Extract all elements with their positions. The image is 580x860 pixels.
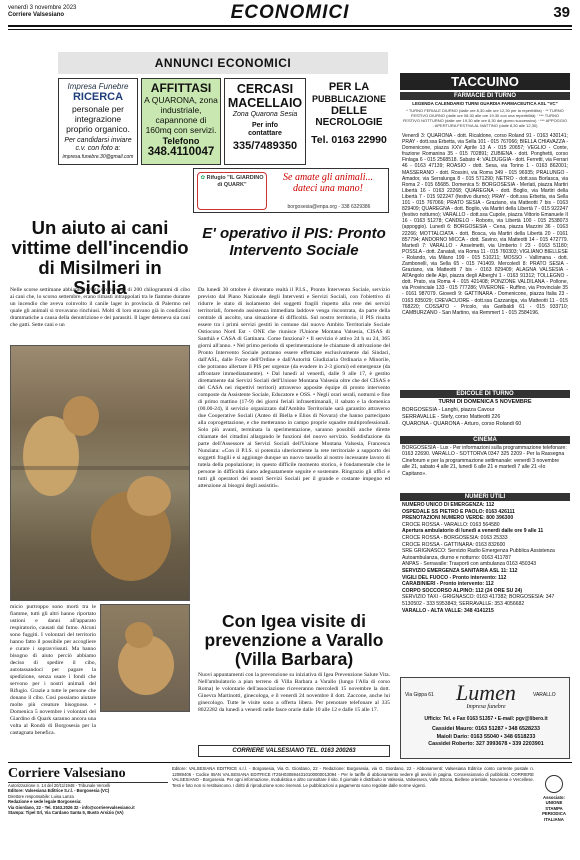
edicole-sub: TURNI DI DOMENICA 5 NOVEMBRE	[438, 399, 532, 405]
lumen-addr: Via Gippa 61	[405, 692, 434, 698]
numero-4: CROCE ROSSA - VARALLO: 0163 564580	[402, 521, 500, 528]
ad1-title: RICERCA	[72, 91, 124, 103]
photo-dog-small	[101, 605, 190, 712]
ad2-text: A QUARONA, zona industriale, capannone di 160mq con servizi.	[144, 95, 218, 135]
ad-cercasi-macellaio	[224, 78, 306, 165]
ad1-text: personale per integrazione proprio organico.	[66, 104, 130, 134]
annunci-title: ANNUNCI ECONOMICI	[58, 52, 388, 74]
article2-body: Da lunedì 30 ottobre è diventato realtà il P.I.S., Pronto Intervento Sociale, servizio previsto dal Piano Nazionale degli Interventi e Servizi Sociali, con l'obiettivo di ridurre le stato di isolamento dei soggetti fragili rispetto alla rete dei servizi territoriali, fornendo assistenza immediata laddove venga riscontrata, da parte della centrale di ascolto, una situazione di difficoltà. Sul nostro territorio, il PIS risulta essere tra i primi servizi gestiti in comune dal nuovo Ambito Territoriale Sociale Ostiocono Nord Est - ONE che riunisce l'Unione Montana Valsesia, CISAS di Santhià e CASA di Gattinara. Come funziona? • Il servizio è attivo 24 h su 24, 365 giorni all'anno. • Nel primo periodo di sperimentazione le chiamate di attivazione del Pronto Intervento Sociale potranno essere effettuate esclusivamente dai Sindaci, dall'ASL, dalle Forze dell'Ordine e dall'Autorità Giudiziaria Ordinaria e Minorile, che potranno allertare il PIS per urgenze (da evadere in 2-3 giorni) ed emergenze (da affrontare immediatamente). • Dal lunedì al venerdì, dalle 9 alle 17, è gestito direttamente dai Servizi Sociali dell'Unione Montana Valsesia oltre che del CISAS e del CASA nei rispettivi territori) attraverso apposite équipe di pronto intervento composte da Assistente Sociale, Educatore e OSS. • Negli orari serali, notturni e fine di primo mattino (17-9) dei giorni feriali infrasettimanali, il sabato e la domenica (00.00-24), il servizio organizzato dall'Ambito Territoriale sarà garantito attraverso due Cooperative Sociali (Anteo di Biella e Elios di Novara) che hanno partecipato alla coprogettazione, e che metteranno in campo proprie squadre multiprofessionali. Solo più avanti, terminata la sperimentazione, saranno possibili anche dirette chiamate dei cittadini allargando le funzioni del nuovo servizio. Soddisfazione da parte dell'Assessore ai Servizi Sociali dell'Unione Montana Valsesia, Francesca Nunziata: «Con il P.I.S. si potenzia ulteriormente la rete territoriale a supporto dei soggetti fragili e si aggiunge dunque un nuovo tassello al nostro incessante lavoro di tutela della popolazione; in questo difficile momento storico, è fondamentale che le persone in difficoltà siano adeguatamente seguite e sostenute. Ringrazio gli uffici e tutti gli operatori dei nostri Servizi Sociali per il grande e costante impegno ed attenzione ai bisogni degli assistiti».	[198, 287, 390, 489]
header-date-block	[8, 5, 128, 19]
edicola-2: SERRAVALLE - Stefy, corso Matteotti 226	[402, 414, 501, 420]
numero-5: Apertura ambulatorio di lunedì a venerdì dalle ore 9 alle 11	[402, 528, 544, 535]
footer-stampa: Stampa: Tipel Srl, Via Cardano Santa 5, Busto Arsizio (VA)	[8, 810, 124, 816]
ad-necrologie	[309, 78, 389, 165]
quark-slogan: Se amate gli animali... dateci una mano!	[283, 172, 373, 194]
paper-name: Corriere Valsesiano	[8, 12, 65, 18]
quark-logo	[197, 172, 267, 210]
header-rule	[8, 25, 572, 27]
numero-15: VARALLO - ALTA VALLE: 348 4141215	[402, 607, 494, 614]
ad4-line-1: PER LA	[328, 81, 370, 93]
footer-director: Direttore responsabile: Luisa Lanza	[8, 793, 74, 799]
ad4-line-3: DELLE	[330, 105, 368, 117]
farmacie-legend-title: LEGENDA CALENDARIO TURNI GUARDIA FARMACEUTICA ASL "VC"	[412, 101, 558, 106]
article1-body-2: micio purtroppo sono morti tra le fiamme, tutti gli altri hanno riportato ustioni e danni all'apparato respiratorio, causati dal fumo. Alcuni sono fuggiti. I volontari del territorio hanno fatto il possibile per accogliere e curare i sopravvissuti. Ma hanno bisogno di aiuto perciò abbiamo deciso di spedire il cibo, autotassandoci per pagare la spedizione, senza usare i fondi che servono per i nostri animali del Rifugio. Grazie a tutte le persone che donano il cibo. Così possiamo aiutare molte più creature bisognose. • Domenica 5 novembre i volontari del Giardino di Quark saranno ancora una volta al Rondò di Borgosesia per la castagnata benefica.	[10, 604, 96, 736]
numero-14: SERVIZIO TAXI - GRIGNASCO: 0163 417382; BORGOSESIA: 347 5130502 - 333 5953843; SERRAVALLE: 353 4056682	[402, 594, 555, 607]
numero-3: PRENOTAZIONI NUMERO VERDE: 800 396300	[402, 515, 514, 522]
ad-giardino-quark	[193, 168, 389, 213]
farmacie-list: Venerdì 3: QUARONA - dott. Ricaldone, corso Roland 91 - 0163 430141; PRAY - dott.ssa Erbetta, via Sella 101 - 015 767066; BIELLA CHIAVAZZA - Domenicone, piazza XXV Aprile 13 A - 015 20657; VEGLIO - Conte, frazione Romanina 35 - 015 702891; ZUBIENA - dott. Ponghetti, corso Finlaga 6 - 015 2568518. Sabato 4: VALDUGGIA - dott. Ferretti, via Ferrari 46 - 0163 47139; ROASIO - dott. Sesa, via Torino 1 - 0163 862001; MASSERANO - dott. Rossini, via Roma 349 - 015 96935; PRALUNGO - Amador, via Serralunga 8 - 015 571290; NETRO - dott.ssa Borlasca, via Roma 2 - 015 65685. Domenica 5: BORGOSESIA - Merlati, piazza Martiri Libertà 16 - 0163 22268; QUAREGNA - dott. Boglio, via Martiri della Libertà 7 - 015 922247 (festivo diurno); PRAY - dott.ssa Erbetta, via Sella 101 - 015 767066; PRATO SESIA - Graziano, via Matteotti 7 bis - 0163 829409; QUAREGNA - dott. Boglio, via Martiri della Libertà 7 - 015 922247 (festivo notturno); VARALLO - dott.ssa Cupole, piazza Vittorio Emanuele II 16 - 0163 51278; CANDELO - Roboris, via Libertà 100 - 015 2538073 (appoggio). Lunedì 6: BORGOSESIA - Cena, piazza Mazzini 36 - 0163 22266; MOTTALCIATA - dott. Bosca, via Martiri della Libertà 20 - 0161 857794; ANDORNO MICCA - dott. Savino, via Matteotti 14 - 015 472779. Martedì 7: VARALLO - Anselmetti, via Umberto I 23 - 0163 51180; POSSLA - dott. Zanatali, via Roma 11 - 015 760303; VIGLIANO BIELLESE - Rolando, via Milano 199 - 015 510211; MOSSO - Vallimana - dott. Zambonelli, via Sella 65 - 015 741409. Mercoledì 8: PRATO SESIA - Graziano, via Matteotti 7 bis - 0163 829409; ALAGNA VALSESIA - All'Angolo delle Alpi, piazza degli Alberghi 1 - 0163 91312; TOLLEGNO - dott. Prato, via Roma 4 - 015 421408; PONZONE VALDILANA - Pollone, via Provinciale 133 - 015 777286; VIVERONE - Ruffino, via Provinciale 35 - 0161 987079. Giovedì 9: GATTINARA - Domenicone, piazza Italia 23 - 0163 835029; CREVACUORE - dott.ssa Cazzaniga, via Matteotti 11 - 015 768220; COSSATO - Pricolo, via Garibaldi 61 - 015 933710; CAMBURZANO - San Martino, via Remmert 1 - 015 2584196.	[402, 133, 568, 316]
numeri-title: NUMERI UTILI	[400, 493, 570, 501]
footer-logo: Corriere Valsesiano	[8, 766, 168, 783]
quark-logo-text: Rifugio "IL GIARDINO di QUARK"	[206, 175, 264, 188]
numero-1: NUMERO UNICO DI EMERGENZA: 112	[402, 502, 495, 508]
lumen-line-1: Cassidei Mauro: 0163 51287 • 348 6528233	[432, 726, 540, 732]
cinema-text: BORGOSESIA - Lux - Per informazioni sulla programmazione telefonare: 0163 22690. VARALLO - SOTTORVA 0347 325 2209 - Per la Rassegna Cineforum e per la programmazione settimanale: venerdì 3 novembre alle 21, sabato 4 alle 21, lunedì 6 alle 21 e martedì 7 alle 21 «Io Capitano».	[402, 445, 567, 477]
footer-reg: Autorizzazione n. 14 del 20/11/1948 - Tribunale Vercelli	[8, 783, 111, 788]
ad2-phone: 348.4110047	[147, 146, 215, 158]
numero-8: SRE GRIGNASCO: Servizio Radio Emergenza Pubblica Assistenza Autoambulanza, diurno e notturno: 0163 411787	[402, 548, 555, 561]
farmacie-title: FARMACIE DI TURNO	[400, 92, 570, 100]
article1-photo-small	[100, 604, 190, 712]
ad3-title: CERCASI MACELLAIO	[227, 82, 303, 110]
cinema-title: CINEMA	[400, 436, 570, 444]
footer-member-text: Associato: UNIONE STAMPA PERIODICA ITALIANA	[542, 795, 566, 822]
numero-11: VIGILI DEL FUOCO - Pronto intervento: 112	[402, 574, 507, 581]
footer-rule	[8, 762, 572, 763]
article1-photo	[10, 345, 190, 601]
header-rule-thin	[8, 29, 572, 30]
lumen-lines	[403, 726, 569, 749]
edicole-list	[402, 407, 568, 431]
lumen-line-3: Cassidei Roberto: 327 3993678 • 339 2203901	[428, 741, 544, 747]
paw-icon: ✿	[200, 175, 206, 181]
ad-affittasi	[141, 78, 221, 165]
ad1-email: impresa.funebre.30@gmail.com	[62, 154, 134, 160]
farmacie-legend: * TURNO FERIALE DIURNO (dalle ore 8,30 alle ore 12,30 per la reperibilità) · ** TURNO FESTIVO DIURNO (dalle ore 08.30 alle ore 19.30 con una reperibilità) · *** TURNO FESTIVO NOTTURNO (dalle ore 19,30 alle ore 8,30 del giorno successivo) · *** APPOGGIO - APERTURA FESTIVA AL MATTINO (dalle 8,30 alle 12,30)	[402, 108, 568, 128]
article3-body: Nuovi appuntamenti con la prevenzione su iniziativa di Igea Prevenzione Salute Vita. Nell'ambulatorio a pian terreno di Villa Barbara a Varallo (lungo l'Alla di corso Roma) le volontarie dell'associazione riceveranno mercoledì 15 novembre la dott. Ginevra Martinotti, ginecologa, e il venerdì 24 novembre il dott. Zaccone, anche lui ginecologo. Tutte le visite sono a offerta libera. Per prenotare telefonare al 335 8022282 da lunedì a venerdì nelle fasce orarie dalle 10 alle 12 e dalle 15 alle 17.	[198, 672, 390, 713]
footer-addr: Redazione e sede legale Borgosesia:	[8, 799, 82, 805]
lumen-sub: Impresa funebre	[466, 704, 506, 710]
article3-credit: CORRIERE VALSESIANO TEL. 0163 200263	[198, 745, 390, 757]
article1-body: Nelle scorse settimane abbiamo inviato un bancale di 200 chilogrammi di cibo ai cani che, lo scorso settembre, erano rimasti intrappolati tra le fiamme durante un incendio che aveva coinvolto il canile lager in provincia di Palermo nel quale gli animali si trovavano rinchiusi. Molti di loro stavano già in condizioni drammatiche a causa della denutrizione e dei parassiti. Il lager deteneva sia cani che gatti. Sette cani e un	[10, 287, 190, 328]
footer-addr2: Via Giordano, 22 - Tel. 0163.2026 32 - info@corrierevalsesiano.it	[8, 804, 135, 810]
quark-email: borgosesia@enpa.org - 338 6329386	[287, 204, 371, 210]
ad4-line-2: PUBBLICAZIONE	[312, 94, 386, 104]
ad2-phone-label: Telefono	[162, 136, 200, 146]
numero-2: OSPEDALE SS PIETRO E PAOLO: 0163 426111	[402, 508, 515, 515]
lumen-line-2: Maioli Dario: 0163 55040 • 348 6518233	[436, 733, 536, 740]
lumen-town: VARALLO	[533, 692, 556, 698]
numero-13: CORPO SOCCORSO ALPINO: 112 (24 ORE SU 24)	[402, 587, 523, 594]
numero-10: SERVIZIO EMERGENZA SANITARIA ASL 11: 112	[402, 567, 518, 574]
issue-date: venerdì 3 novembre 2023	[8, 5, 77, 11]
ad1-text2: Per candidarsi inviare c.v. con foto a:	[64, 137, 132, 152]
footer-masthead	[8, 766, 168, 852]
numero-7: CROCE ROSSA - GATTINARA: 0163 832600	[402, 541, 506, 548]
article1-title: Un aiuto ai cani vittime dell'incendio di Misilmeri in Sicilia	[11, 217, 189, 298]
footer-fine-print: Editore: VALSESIANA EDITRICE s.r.l. - Borgosesia, Via G. Giordano, 22 - Redazione: Borgosesia, via G. Giordano, 22 - Abbonamenti: Valsesiana Editrice conto corrente postale n. 12089406 - Codice IBAN VALSESIANA EDITRICE IT25H0306944310100000013094 - Per le tariffe di abbonamento vedere gli avvisi in pagina. Concessionario di pubblicità: CORRIERE VALSESIANO - Borgosesia. Per ogni informazione, modulistica e altro consultare il sito. Il giornale è distribuito in Valsesia, Valsessera, Valle Strona, Biellese orientale, Novarese e Vercellese. Testi e foto non si restituiscono. I diritti di riproduzione sono riservati. Le pubblicazioni a pagamento sono regolate dalle norme vigenti.	[172, 766, 534, 788]
numeri-list	[402, 502, 568, 672]
section-title: ECONOMICI	[230, 2, 350, 23]
numero-9: ANPAS - Serravalle: Trasporti con ambulanza 0163 450343	[402, 561, 537, 568]
footer-editor: Editore: Valsesiana Editrice S.r.l. - Borgosesia (VC)	[8, 788, 110, 794]
uspi-logo-icon	[545, 775, 563, 793]
ad2-title: AFFITTASI	[150, 81, 212, 95]
ad1-brand: Impresa Funebre	[67, 82, 129, 91]
taccuino-title: TACCUINO	[400, 73, 570, 90]
footer-member	[538, 775, 570, 822]
ad3-sub: Zona Quarona Sesia	[232, 111, 298, 118]
lumen-contacts: Ufficio: Tel. e Fax 0163 51357 • E-mail: pgv@libero.it	[424, 716, 548, 722]
numero-6: CROCE ROSSA - BORGOSESIA: 0163 25333	[402, 534, 508, 541]
ad-impresa-funebre	[58, 78, 138, 165]
ad-lumen	[400, 677, 570, 759]
photo-dogs	[11, 346, 190, 601]
article3-title: Con Igea visite di prevenzione a Varallo (Villa Barbara)	[204, 611, 384, 669]
edicola-1: BORGOSESIA - Langhi, piazza Cavour	[402, 407, 495, 413]
ad4-line-4: NECROLOGIE	[315, 117, 383, 128]
edicola-3: QUARONA - QUARONA - Arturo, corso Rolandi 60	[402, 421, 522, 427]
edicole-title: EDICOLE DI TURNO	[400, 390, 570, 398]
ad4-phone: Tel. 0163 22990	[311, 134, 387, 146]
article2-title: E' operativo il PIS: Pronto Intervento Sociale	[202, 225, 386, 259]
lumen-name: Lumen	[456, 680, 516, 705]
numero-12: CARABINIERI - Pronto intervento: 112	[402, 581, 494, 588]
page-number: 39	[553, 4, 570, 21]
ad3-phone: 335/7489350	[232, 140, 298, 152]
ad3-contact: Per info contattare	[248, 122, 282, 137]
